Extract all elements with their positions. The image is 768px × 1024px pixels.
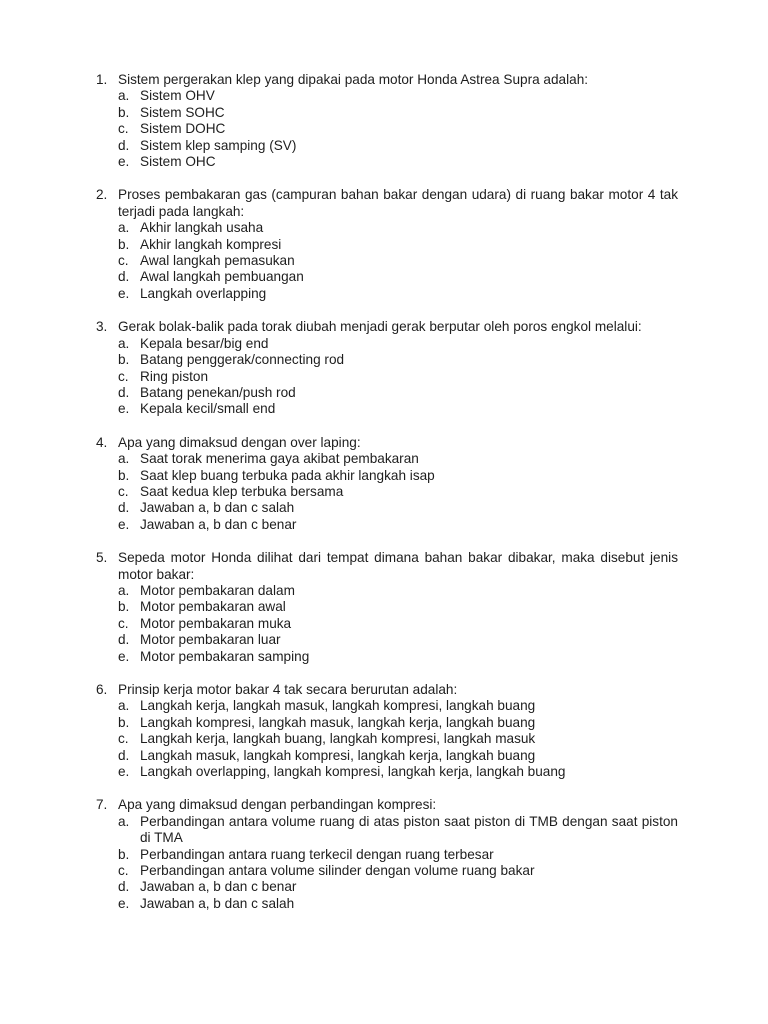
question-number: 5. (96, 550, 108, 566)
option-letter: d. (118, 747, 130, 763)
option-letter: e. (118, 401, 130, 417)
option-text: Akhir langkah kompresi (140, 236, 282, 252)
answer-option (96, 154, 678, 170)
answer-option (96, 896, 678, 912)
answer-option (96, 237, 678, 253)
option-letter: b. (118, 599, 130, 615)
option-letter: d. (118, 500, 130, 516)
question-text: Apa yang dimaksud dengan over laping: (118, 434, 361, 450)
option-text: Sistem OHC (140, 154, 216, 170)
option-letter: b. (118, 236, 130, 252)
answer-option (96, 220, 678, 236)
option-text: Motor pembakaran luar (140, 632, 281, 648)
option-text: Motor pembakaran dalam (140, 582, 295, 598)
answer-option (96, 649, 678, 665)
answer-option (96, 879, 678, 895)
option-letter: a. (118, 582, 130, 598)
answer-option (96, 500, 678, 516)
option-text: Sistem klep samping (SV) (140, 137, 297, 153)
answer-option (96, 517, 678, 533)
option-letter: e. (118, 285, 130, 301)
answer-option (96, 253, 678, 269)
answer-options (96, 220, 678, 302)
option-text: Akhir langkah usaha (140, 220, 264, 236)
option-text: Perbandingan antara volume silinder dengan volume ruang bakar (140, 863, 535, 879)
answer-option (96, 847, 678, 863)
option-letter: a. (118, 451, 130, 467)
option-text: Motor pembakaran muka (140, 615, 292, 631)
answer-option (96, 336, 678, 352)
option-letter: c. (118, 253, 129, 269)
option-text: Awal langkah pemasukan (140, 253, 295, 269)
option-letter: d. (118, 632, 130, 648)
question-text: Apa yang dimaksud dengan perbandingan kompresi: (118, 797, 437, 813)
question-text: Prinsip kerja motor bakar 4 tak secara berurutan adalah: (118, 682, 458, 697)
option-letter: c. (118, 121, 129, 137)
option-letter: b. (118, 104, 130, 120)
question-text: Gerak bolak-balik pada torak diubah menjadi gerak berputar oleh poros engkol melalui: (118, 319, 642, 335)
answer-option (96, 105, 678, 121)
option-text: Perbandingan antara volume ruang di atas piston saat piston di TMB dengan saat piston di TMA (140, 813, 678, 846)
option-text: Batang penggerak/connecting rod (140, 352, 345, 368)
question-number: 6. (96, 682, 108, 697)
option-letter: d. (118, 384, 130, 400)
answer-option (96, 814, 678, 847)
option-letter: c. (118, 483, 129, 499)
answer-option (96, 138, 678, 154)
option-letter: e. (118, 895, 130, 911)
question-number: 7. (96, 797, 108, 813)
option-text: Jawaban a, b dan c benar (140, 516, 297, 532)
answer-option (96, 484, 678, 500)
answer-options (96, 814, 678, 912)
option-text: Langkah kerja, langkah masuk, langkah kompresi, langkah buang (140, 698, 536, 714)
answer-option (96, 468, 678, 484)
option-letter: a. (118, 698, 130, 714)
question-item (96, 550, 678, 665)
answer-option (96, 764, 678, 780)
option-text: Jawaban a, b dan c benar (140, 879, 297, 895)
answer-options (96, 698, 678, 780)
answer-option (96, 632, 678, 648)
answer-option (96, 451, 678, 467)
answer-option (96, 121, 678, 137)
option-text: Kepala kecil/small end (140, 401, 276, 417)
option-letter: d. (118, 879, 130, 895)
option-letter: c. (118, 368, 129, 384)
option-letter: a. (118, 335, 130, 351)
option-text: Motor pembakaran awal (140, 599, 286, 615)
answer-option (96, 385, 678, 401)
option-text: Langkah kompresi, langkah masuk, langkah kerja, langkah buang (140, 714, 536, 730)
option-text: Langkah overlapping, langkah kompresi, langkah kerja, langkah buang (140, 764, 566, 780)
option-letter: e. (118, 648, 130, 664)
question-text: Proses pembakaran gas (campuran bahan bakar dengan udara) di ruang bakar motor 4 tak terjadi pada langkah: (118, 187, 678, 219)
question-item (96, 187, 678, 302)
answer-option (96, 88, 678, 104)
question-item (96, 682, 678, 780)
answer-options (96, 336, 678, 418)
answer-option (96, 583, 678, 599)
option-letter: b. (118, 467, 130, 483)
option-text: Jawaban a, b dan c salah (140, 895, 295, 911)
option-letter: c. (118, 615, 129, 631)
option-text: Ring piston (140, 368, 209, 384)
answer-option (96, 286, 678, 302)
answer-option (96, 731, 678, 747)
option-letter: c. (118, 863, 129, 879)
option-text: Motor pembakaran samping (140, 648, 310, 664)
question-number: 4. (96, 434, 108, 450)
answer-options (96, 583, 678, 665)
option-letter: d. (118, 137, 130, 153)
option-letter: e. (118, 516, 130, 532)
answer-option (96, 863, 678, 879)
question-text: Sepeda motor Honda dilihat dari tempat dimana bahan bakar dibakar, maka disebut jenis motor bakar: (118, 550, 678, 582)
answer-option (96, 715, 678, 731)
option-text: Sistem DOHC (140, 121, 226, 137)
option-text: Sistem OHV (140, 88, 215, 104)
option-letter: e. (118, 154, 130, 170)
option-text: Perbandingan antara ruang terkecil dengan ruang terbesar (140, 846, 494, 862)
option-letter: e. (118, 764, 130, 780)
option-letter: b. (118, 352, 130, 368)
option-letter: a. (118, 813, 130, 829)
option-text: Awal langkah pembuangan (140, 269, 304, 285)
option-text: Saat klep buang terbuka pada akhir langkah isap (140, 467, 435, 483)
option-text: Langkah masuk, langkah kompresi, langkah kerja, langkah buang (140, 747, 536, 763)
answer-option (96, 401, 678, 417)
option-text: Sistem SOHC (140, 104, 225, 120)
question-item (96, 435, 678, 533)
answer-option (96, 352, 678, 368)
question-number: 1. (96, 72, 108, 87)
option-text: Batang penekan/push rod (140, 384, 296, 400)
question-item (96, 319, 678, 417)
option-letter: c. (118, 731, 129, 747)
option-text: Langkah overlapping (140, 285, 267, 301)
option-letter: b. (118, 714, 130, 730)
answer-option (96, 269, 678, 285)
question-number: 2. (96, 187, 108, 203)
answer-options (96, 88, 678, 170)
answer-option (96, 616, 678, 632)
question-text: Sistem pergerakan klep yang dipakai pada motor Honda Astrea Supra adalah: (118, 72, 589, 87)
option-letter: b. (118, 846, 130, 862)
answer-options (96, 451, 678, 533)
option-text: Kepala besar/big end (140, 335, 269, 351)
option-letter: a. (118, 220, 130, 236)
question-item (96, 72, 678, 170)
option-text: Saat kedua klep terbuka bersama (140, 483, 344, 499)
option-text: Jawaban a, b dan c salah (140, 500, 295, 516)
answer-option (96, 748, 678, 764)
question-item (96, 797, 678, 912)
option-letter: d. (118, 269, 130, 285)
option-letter: a. (118, 88, 130, 104)
option-text: Langkah kerja, langkah buang, langkah kompresi, langkah masuk (140, 731, 536, 747)
question-number: 3. (96, 319, 108, 335)
option-text: Saat torak menerima gaya akibat pembakaran (140, 451, 419, 467)
answer-option (96, 698, 678, 714)
answer-option (96, 369, 678, 385)
answer-option (96, 599, 678, 615)
